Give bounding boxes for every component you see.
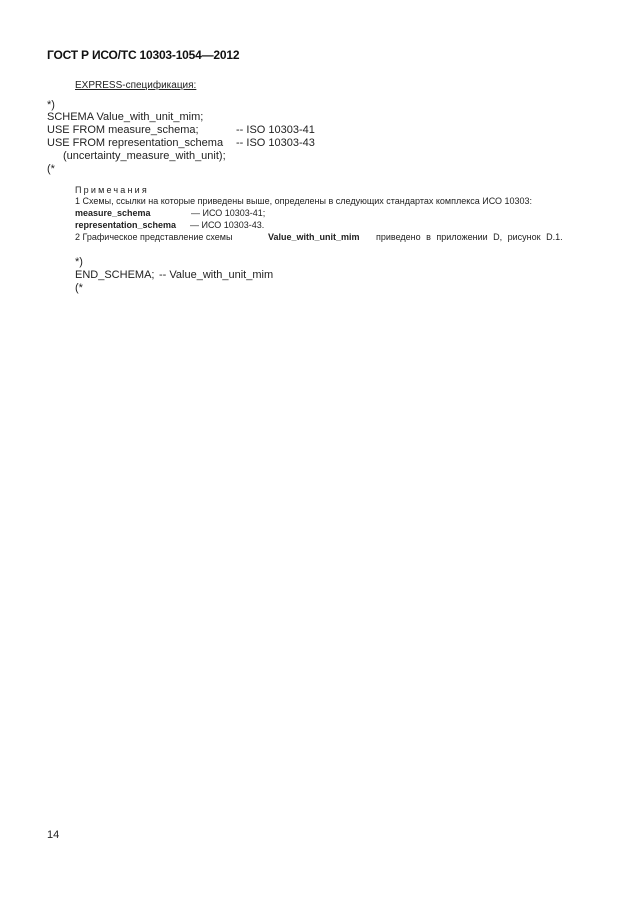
comment-close: *) xyxy=(47,99,55,111)
page-number: 14 xyxy=(47,829,60,841)
note-2-prefix: 2 Графическое представление схемы xyxy=(75,232,233,242)
notes-heading: Примечания xyxy=(75,185,149,195)
note-2-suffix: приведено в приложении D, рисунок D.1. xyxy=(376,232,563,242)
use-from-representation: USE FROM representation_schema xyxy=(47,137,224,149)
note-1-ref-representation-std: — ИСО 10303-43. xyxy=(190,220,265,230)
comment-open: (* xyxy=(47,163,55,175)
express-spec-title: EXPRESS-спецификация: xyxy=(75,80,197,91)
note-1-text: 1 Схемы, ссылки на которые приведены выше, определены в следующих стандартах комплекса ИСО 10303: xyxy=(75,196,533,206)
use-from-measure-comment: -- ISO 10303-41 xyxy=(236,124,315,136)
end-schema-comment: -- Value_with_unit_mim xyxy=(159,269,274,281)
closing-comment-open: (* xyxy=(75,282,83,294)
note-2-schema-name: Value_with_unit_mim xyxy=(268,232,360,242)
note-1-ref-representation: representation_schema xyxy=(75,220,177,230)
note-1-ref-measure-std: — ИСО 10303-41; xyxy=(191,208,266,218)
use-from-measure: USE FROM measure_schema; xyxy=(47,124,199,136)
document-header: ГОСТ Р ИСО/ТС 10303-1054—2012 xyxy=(47,48,240,62)
closing-comment-close: *) xyxy=(75,256,83,268)
schema-declaration: SCHEMA Value_with_unit_mim; xyxy=(47,111,204,123)
use-from-representation-comment: -- ISO 10303-43 xyxy=(236,137,315,149)
end-schema: END_SCHEMA; xyxy=(75,269,155,281)
note-1-ref-measure: measure_schema xyxy=(75,208,151,218)
use-from-representation-cont: (uncertainty_measure_with_unit); xyxy=(63,150,226,162)
